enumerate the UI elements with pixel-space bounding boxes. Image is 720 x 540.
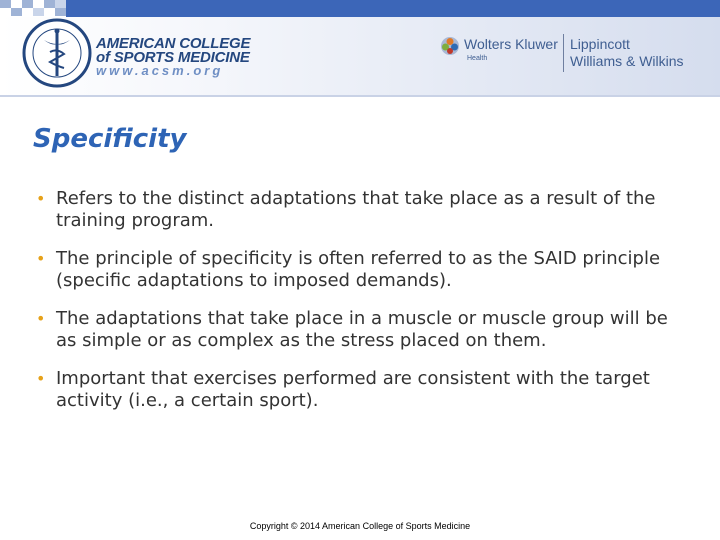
acsm-url: www.acsm.org [96, 63, 224, 78]
wolters-kluwer-division: Health [467, 55, 488, 62]
header-checker-pattern [0, 0, 66, 16]
logo-divider [563, 34, 564, 72]
bullet-text: Important that exercises performed are consistent with the target activity (i.e., a certain sport). [56, 368, 650, 411]
acsm-name-line2: of SPORTS MEDICINE [96, 49, 250, 66]
bullet-icon: • [36, 369, 46, 388]
wolters-kluwer-name: Wolters Kluwer [464, 36, 558, 52]
bullet-text: The principle of specificity is often referred to as the SAID principle (specific adaptations to imposed demands). [56, 248, 661, 291]
bullet-list [36, 188, 686, 428]
bullet-text: Refers to the distinct adaptations that take place as a result of the training program. [56, 188, 656, 231]
bullet-item [36, 188, 686, 232]
bullet-text: The adaptations that take place in a muscle or muscle group will be as simple or as complex as the stress placed on them. [56, 308, 668, 351]
copyright-footer: Copyright © 2014 American College of Sports Medicine [249, 521, 471, 531]
bullet-item [36, 368, 686, 412]
bullet-icon: • [36, 189, 46, 208]
lww-name-line1: Lippincott [570, 36, 630, 52]
bullet-item [36, 308, 686, 352]
slide-title: Specificity [33, 124, 187, 154]
acsm-seal-icon [22, 18, 92, 88]
header-divider [0, 95, 720, 97]
bullet-item [36, 248, 686, 292]
lww-name-line2: Williams & Wilkins [570, 53, 684, 69]
header-top-band [66, 0, 720, 17]
wolters-kluwer-logo-icon [440, 36, 460, 56]
bullet-icon: • [36, 249, 46, 268]
bullet-icon: • [36, 309, 46, 328]
acsm-name-line1: AMERICAN COLLEGE [96, 35, 251, 52]
